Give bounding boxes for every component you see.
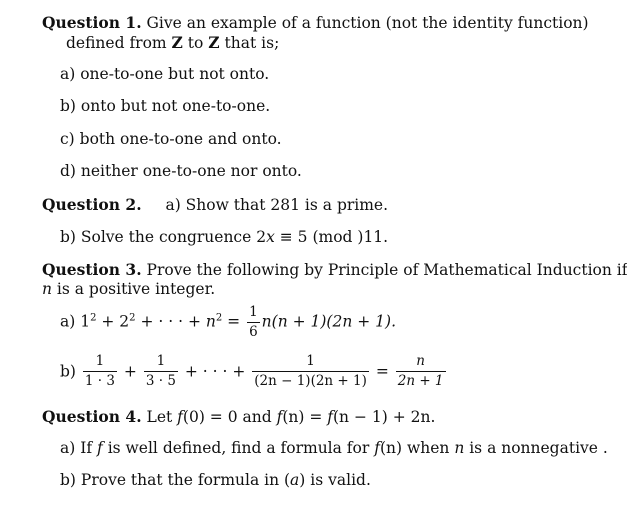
q3-a-sup2: 2 [129, 312, 136, 324]
q3-b-frac2 [144, 354, 178, 389]
q4-item-a-mid2: (n) when [379, 439, 455, 457]
q4-item-a-f: f [97, 439, 103, 457]
q2-label: Question 2. [42, 195, 142, 214]
q3-b-f3-den: (2n − 1)(2n + 1) [254, 372, 367, 389]
q1-text-b-mid: to [182, 34, 209, 52]
q3-a-rhs: n(n + 1)(2n + 1). [261, 312, 397, 331]
q3-a-eq: = [222, 312, 246, 331]
q4-item-a-n: n [454, 439, 465, 457]
q1-z2: Z [208, 33, 220, 52]
q3-a-frac [247, 305, 260, 340]
q3-b-f1-num: 1 [83, 354, 117, 372]
q1-z1: Z [171, 33, 183, 52]
q3-b-f2-num: 1 [144, 354, 178, 372]
q1-label: Question 1. [42, 13, 142, 32]
q4-text-mid2: (n) = [282, 408, 328, 426]
q4-item-a-pre: a) If [60, 439, 98, 457]
q1-text-b-pre: defined from [66, 34, 172, 52]
q3-b-f3-num: 1 [252, 354, 369, 372]
q3-b-eq: = [375, 362, 389, 381]
q3-b-f4-den: 2n + 1 [397, 372, 444, 389]
q4-item-a-mid: is well defined, find a formula for [102, 439, 375, 457]
q4-item-b-post: ) is valid. [299, 471, 371, 489]
q1-item-c: c) both one-to-one and onto. [60, 130, 282, 148]
q3-a-sup1: 2 [90, 312, 97, 324]
q3-line-1 [42, 260, 627, 279]
q3-b-f2-den: 3 · 5 [145, 372, 176, 389]
q4-label: Question 4. [42, 407, 142, 426]
q4-text-fn: f [276, 408, 283, 426]
q4-item-b [60, 471, 371, 489]
q4-item-a [60, 439, 608, 457]
q3-line-2 [42, 280, 215, 298]
q1-text-b-post: that is; [219, 34, 280, 52]
q3-a-sup3: 2 [215, 312, 223, 324]
q3-a-frac-den: 6 [249, 323, 258, 340]
q3-a-plus1: + 2 [96, 312, 130, 331]
q4-item-b-pre: b) Prove that the formula in ( [60, 471, 291, 489]
q4-text-pre: Let [146, 408, 178, 426]
q1-text-a: Give an example of a function (not the identity function) [146, 14, 589, 32]
q3-b-f1-den: 1 · 3 [84, 372, 115, 389]
q3-a-plus2: + · · · + [135, 312, 206, 331]
q2-item-b [60, 228, 388, 246]
q1-item-d: d) neither one-to-one nor onto. [60, 162, 302, 180]
q3-item-b [60, 354, 448, 389]
q2-item-b-post: ≡ 5 (mod )11. [274, 228, 389, 246]
q4-line-1 [42, 407, 435, 426]
q3-b-frac4 [396, 354, 446, 389]
q3-a-n: n [205, 312, 216, 331]
q3-a-lhs: 1 [80, 312, 91, 331]
q1-line-1 [42, 13, 589, 32]
q1-line-2 [66, 33, 279, 52]
q3-b-plus1: + [123, 362, 137, 381]
q4-text-f0: f [177, 408, 183, 426]
q4-item-a-post: is a nonnegative . [464, 439, 608, 457]
q4-text-fn1: f [327, 408, 333, 426]
q3-b-frac3 [252, 354, 369, 389]
q4-text-post: (n − 1) + 2n. [333, 408, 436, 426]
q3-item-a [60, 305, 396, 340]
q4-item-b-a: a [290, 471, 300, 489]
q3-label: Question 3. [42, 260, 142, 279]
q1-item-a: a) one-to-one but not onto. [60, 65, 270, 83]
q4-item-a-f2: f [374, 439, 380, 457]
q2-item-b-pre: b) Solve the congruence 2 [60, 228, 267, 246]
q2-item-b-var: x [266, 228, 275, 246]
q3-b-prefix: b) [60, 362, 76, 381]
q1-item-b: b) onto but not one-to-one. [60, 97, 271, 115]
q3-a-prefix: a) [60, 312, 81, 331]
q3-text-b-var: n [42, 280, 52, 298]
q4-text-mid1: (0) = 0 and [182, 408, 277, 426]
q3-b-frac1 [83, 354, 117, 389]
q2-line-1 [42, 195, 388, 214]
q3-b-plus2: + · · · + [184, 362, 246, 381]
q3-text-b-post: is a positive integer. [51, 280, 216, 298]
q2-item-a: a) Show that 281 is a prime. [165, 196, 389, 214]
q3-b-f4-num: n [396, 354, 446, 372]
q3-text-a: Prove the following by Principle of Mathematical Induction if [146, 261, 627, 279]
q3-a-frac-num: 1 [247, 305, 260, 323]
